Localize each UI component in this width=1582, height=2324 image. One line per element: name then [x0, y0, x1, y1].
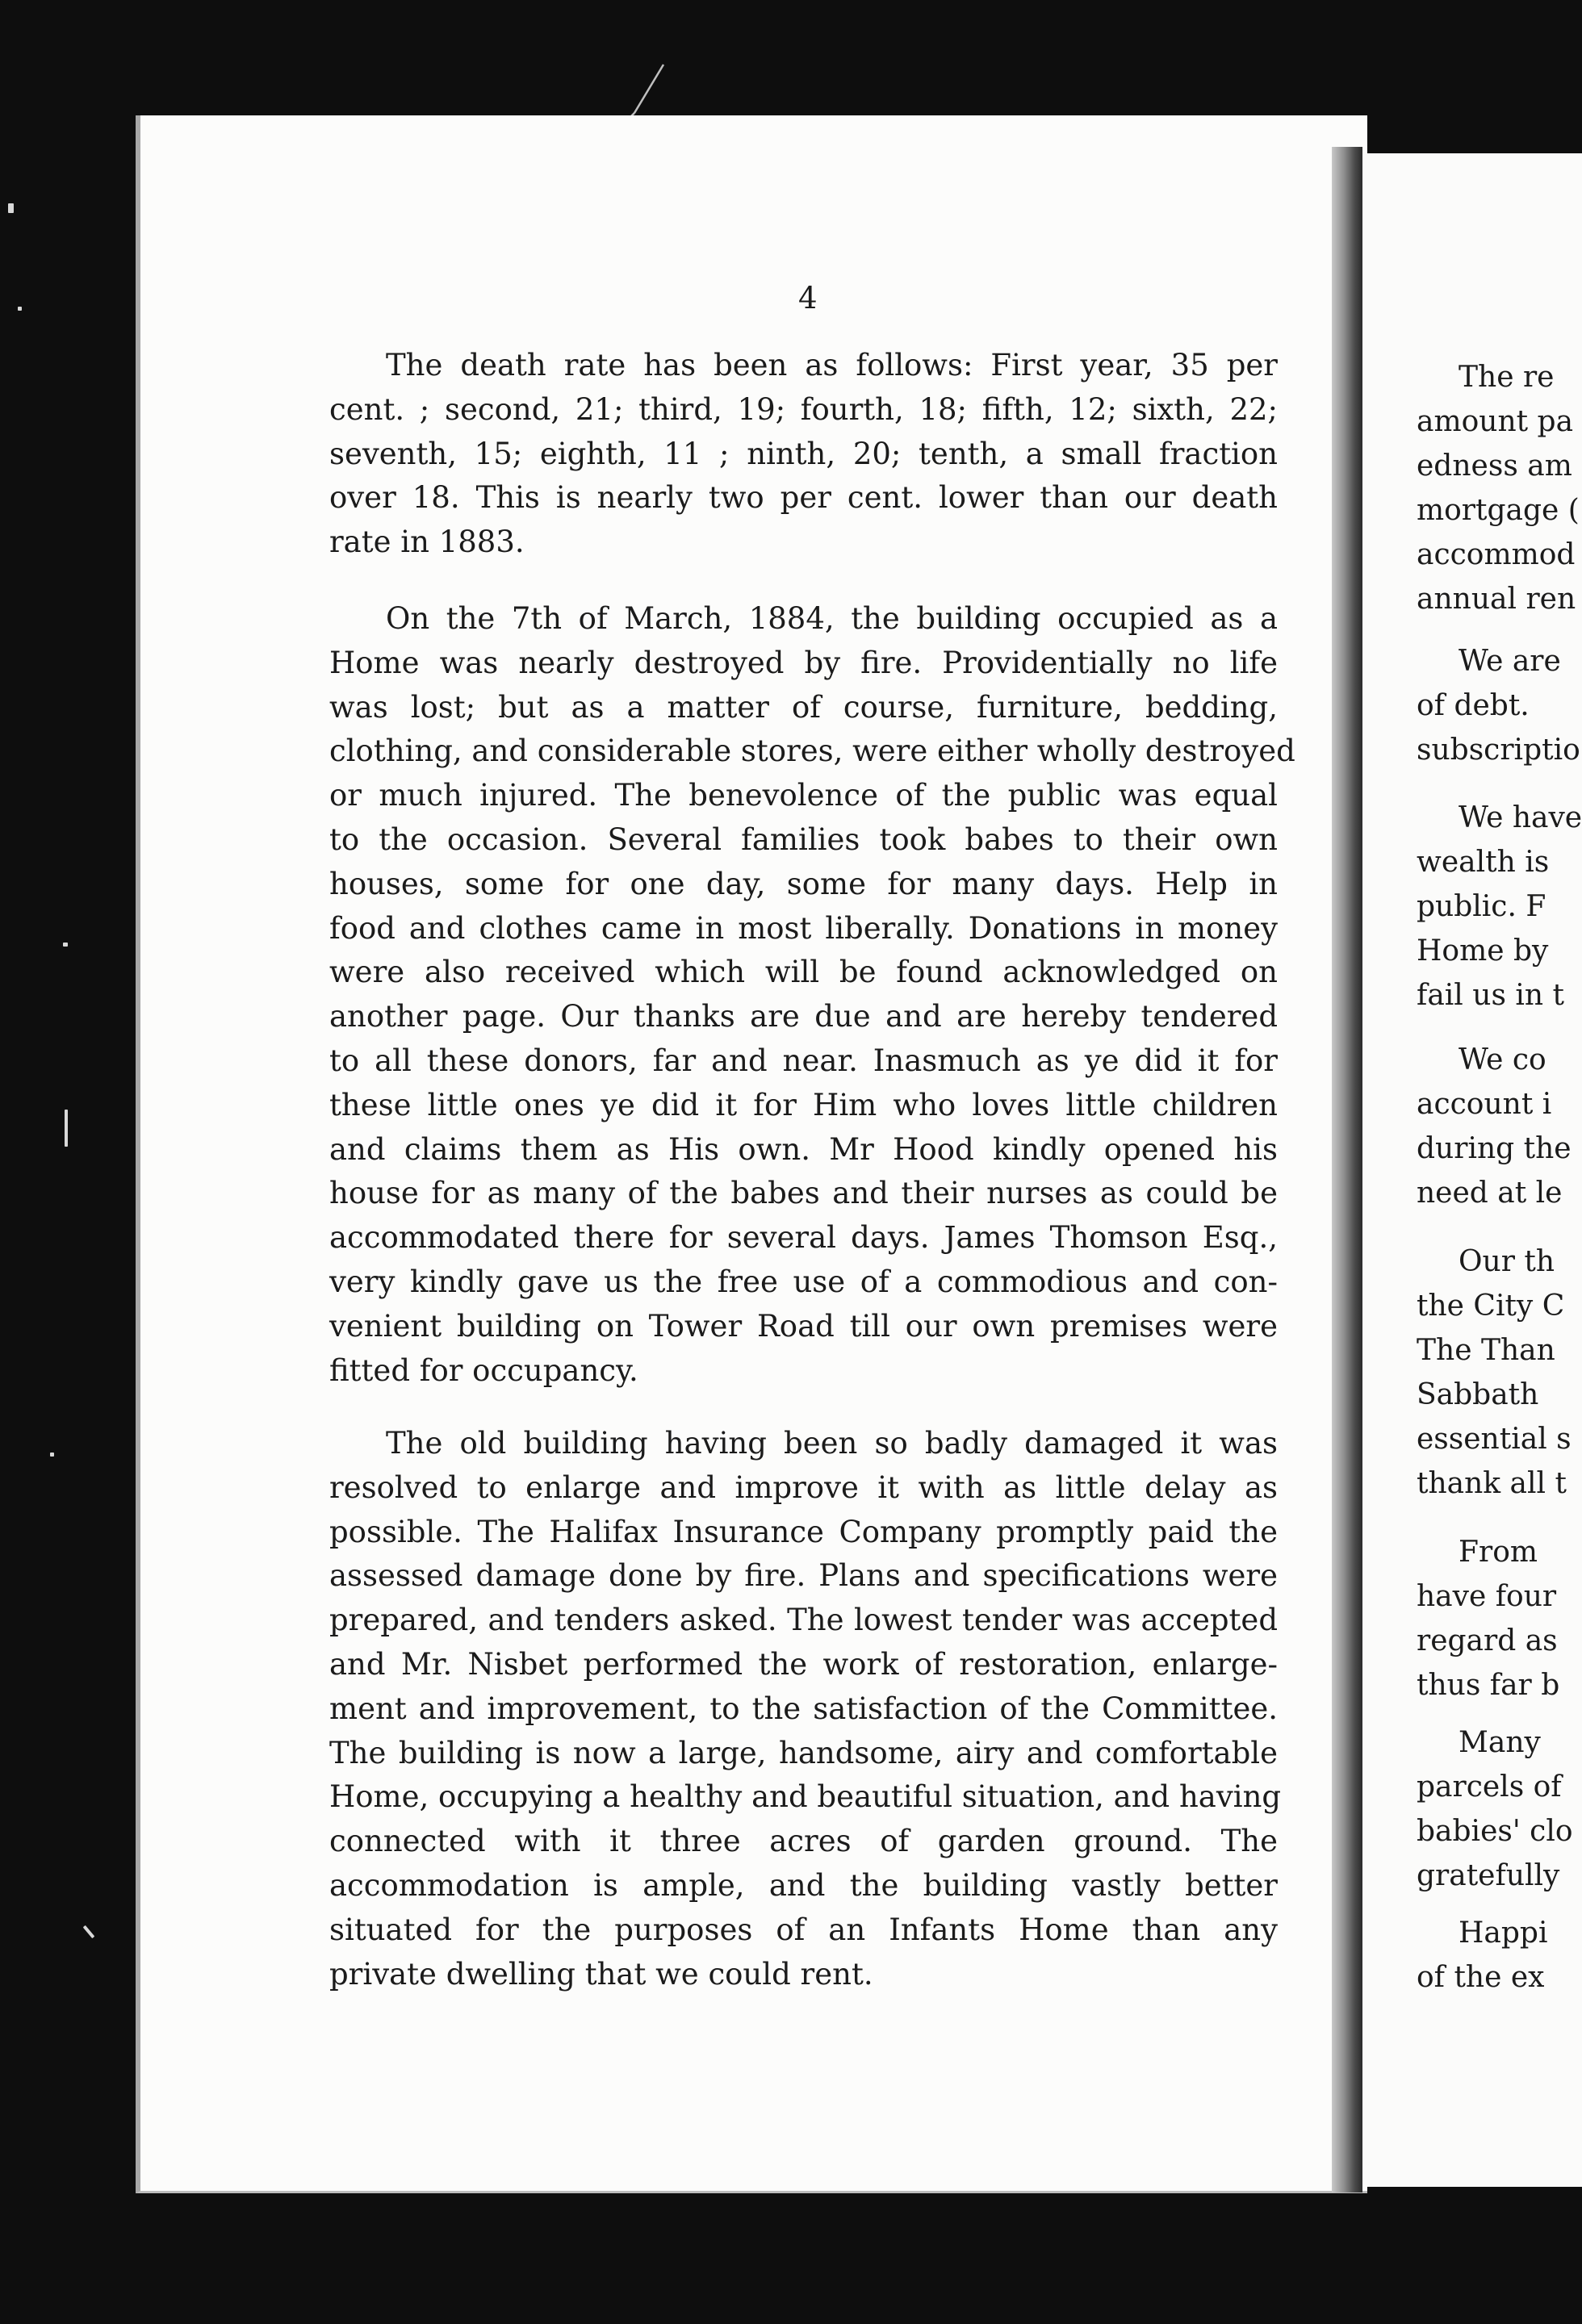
fragment-line: need at le	[1417, 1177, 1563, 1210]
fragment-line: account i	[1417, 1088, 1552, 1121]
text-line: very kindly gave us the free use of a commodious and con-	[329, 1264, 1278, 1299]
text-line: cent. ; second, 21; third, 19; fourth, 18; fifth, 12; sixth, 22;	[329, 391, 1278, 427]
facing-block	[1417, 1530, 1582, 1707]
text-line: Home was nearly destroyed by fire. Providentially no life	[329, 645, 1278, 680]
fragment-line: thus far b	[1417, 1669, 1560, 1702]
text-line: venient building on Tower Road till our own premises were	[329, 1308, 1278, 1344]
page-gutter	[1332, 147, 1362, 2192]
dust-speck	[8, 203, 14, 213]
text-line: accommodation is ample, and the building vastly better	[329, 1867, 1278, 1903]
fragment-line: We have	[1459, 801, 1582, 834]
fragment-line: babies' clo	[1417, 1815, 1573, 1848]
facing-block	[1417, 1038, 1582, 1215]
fragment-line: Sabbath	[1417, 1378, 1539, 1411]
fragment-line: parcels of	[1417, 1770, 1562, 1804]
text-line: to the occasion. Several families took babes to their own	[329, 821, 1278, 857]
facing-block	[1417, 796, 1582, 1018]
text-line: situated for the purposes of an Infants Home than any	[329, 1912, 1278, 1947]
fragment-line: of the ex	[1417, 1961, 1545, 1994]
text-line: resolved to enlarge and improve it with as little delay as	[329, 1469, 1278, 1505]
dust-speck	[65, 1110, 68, 1147]
dust-speck	[83, 1925, 95, 1938]
paragraph-fire	[329, 597, 1295, 1393]
fragment-line: subscriptio	[1417, 734, 1580, 767]
text-line: ment and improvement, to the satisfaction of the Committee.	[329, 1691, 1278, 1726]
fragment-line: Many	[1459, 1726, 1541, 1759]
fragment-line: From	[1459, 1536, 1538, 1569]
fragment-line: We co	[1459, 1043, 1546, 1076]
text-line: houses, some for one day, some for many days. Help in	[329, 866, 1278, 901]
fragment-line: Home by	[1417, 934, 1549, 968]
text-line: On the 7th of March, 1884, the building occupied as a	[386, 601, 1278, 636]
text-line: prepared, and tenders asked. The lowest tender was accepted	[329, 1603, 1278, 1638]
text-line: The death rate has been as follows: First year, 35 per	[386, 348, 1278, 382]
text-line: seventh, 15; eighth, 11 ; ninth, 20; tenth, a small fraction	[329, 436, 1278, 471]
fragment-line: edness am	[1417, 449, 1572, 483]
fragment-line: We are	[1459, 645, 1561, 678]
facing-block	[1417, 1720, 1582, 1898]
text-line: over 18. This is nearly two per cent. lower than our death	[329, 480, 1278, 516]
fragment-line: during the	[1417, 1132, 1572, 1165]
fragment-line: essential s	[1417, 1423, 1572, 1456]
fragment-line: have four	[1417, 1580, 1557, 1613]
text-line: were also received which will be found acknowledged on	[329, 955, 1278, 990]
text-line: private dwelling that we could rent.	[329, 1956, 873, 1992]
fragment-line: gratefully	[1417, 1859, 1560, 1892]
facing-block	[1417, 1239, 1582, 1506]
text-line: and claims them as His own. Mr Hood kindly opened his	[329, 1131, 1278, 1167]
dust-speck	[63, 943, 68, 947]
text-line: possible. The Halifax Insurance Company promptly paid the	[329, 1514, 1278, 1549]
dust-speck	[18, 307, 22, 311]
text-line: and Mr. Nisbet performed the work of restoration, enlarge-	[329, 1646, 1278, 1682]
paragraph-death-rate	[329, 344, 1278, 565]
fragment-line: accommod	[1417, 538, 1576, 571]
text-line: another page. Our thanks are due and are hereby tendered	[329, 999, 1278, 1035]
text-line: The building is now a large, handsome, airy and comfortable	[329, 1735, 1278, 1770]
facing-block	[1417, 639, 1582, 772]
fragment-line: Happi	[1459, 1916, 1548, 1950]
text-line: house for as many of the babes and their nurses as could be	[329, 1176, 1278, 1211]
text-line: rate in 1883.	[329, 525, 525, 560]
page-number: 4	[798, 281, 818, 316]
text-line: accommodated there for several days. James Thomson Esq.,	[329, 1220, 1278, 1256]
text-line: The old building having been so badly damaged it was	[386, 1426, 1278, 1461]
fragment-line: annual ren	[1417, 583, 1576, 616]
fragment-line: mortgage (	[1417, 494, 1580, 527]
fragment-line: thank all t	[1417, 1467, 1567, 1500]
text-line: was lost; but as a matter of course, furniture, bedding,	[329, 689, 1278, 725]
text-line: food and clothes came in most liberally. Donations in money	[329, 910, 1278, 946]
facing-block	[1417, 1911, 1582, 2000]
fragment-line: regard as	[1417, 1624, 1558, 1657]
text-line: Home, occupying a healthy and beautiful situation, and having	[329, 1779, 1282, 1815]
text-line: connected with it three acres of garden ground. The	[329, 1824, 1278, 1859]
text-line: assessed damage done by fire. Plans and specifications were	[329, 1558, 1278, 1594]
facing-block	[1417, 355, 1582, 621]
fragment-line: The re	[1459, 361, 1555, 394]
fragment-line: amount pa	[1417, 405, 1574, 438]
dust-speck	[50, 1452, 54, 1457]
fragment-line: Our th	[1459, 1245, 1555, 1278]
fragment-line: public. F	[1417, 890, 1546, 923]
fragment-line: fail us in t	[1417, 979, 1564, 1012]
text-line: fitted for occupancy.	[329, 1352, 638, 1388]
fragment-line: the City C	[1417, 1289, 1565, 1323]
text-line: to all these donors, far and near. Inasmuch as ye did it for	[329, 1043, 1278, 1078]
text-line: these little ones ye did it for Him who loves little children	[329, 1087, 1278, 1122]
paragraph-new-building	[329, 1422, 1282, 1996]
fragment-line: wealth is	[1417, 846, 1550, 879]
text-line: clothing, and considerable stores, were either wholly destroyed	[329, 734, 1295, 769]
fragment-line: The Than	[1417, 1334, 1555, 1367]
fragment-line: of debt.	[1417, 689, 1530, 722]
text-line: or much injured. The benevolence of the public was equal	[329, 778, 1278, 813]
